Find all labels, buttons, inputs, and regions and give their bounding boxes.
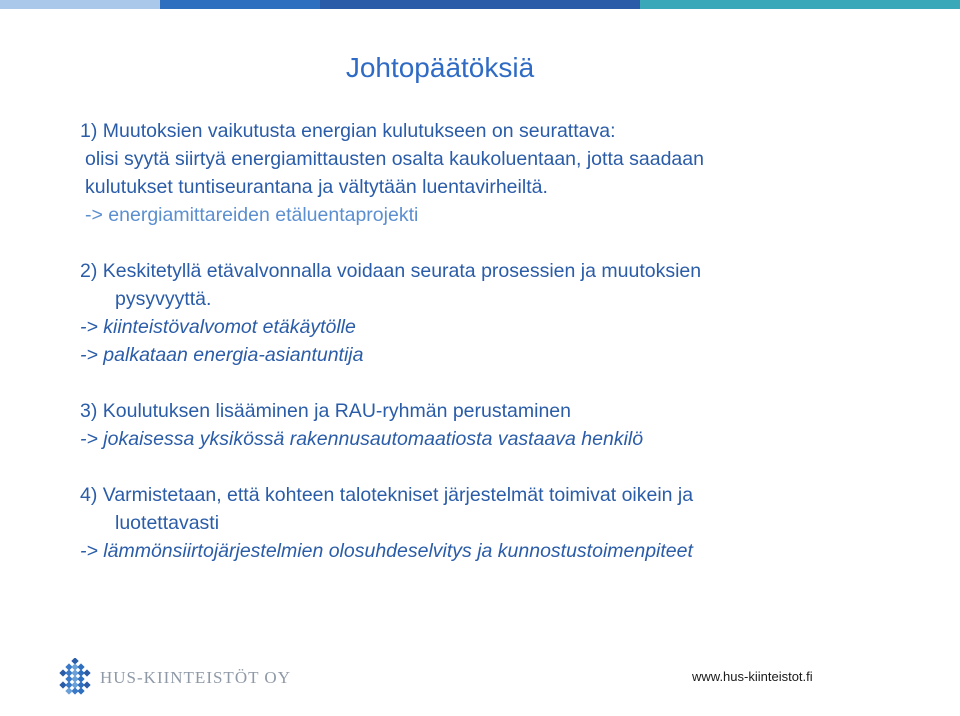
top-bar-segment (0, 0, 160, 9)
slide-body (80, 117, 880, 565)
website-url[interactable]: www.hus-kiinteistot.fi (692, 669, 813, 684)
paragraph-gap (80, 453, 880, 481)
body-text-line: 3) Koulutuksen lisääminen ja RAU-ryhmän perustaminen (80, 400, 571, 422)
company-logo (58, 658, 291, 696)
body-text-line: olisi syytä siirtyä energiamittausten osalta kaukoluentaan, jotta saadaan (85, 148, 704, 170)
slide-title-text: Johtopäätöksiä (345, 52, 535, 83)
body-text-line: luotettavasti (115, 512, 220, 534)
body-text-line: 2) Keskitetyllä etävalvonnalla voidaan seurata prosessien ja muutoksien (80, 260, 702, 282)
logo-dot (83, 669, 90, 676)
paragraph-gap (80, 229, 880, 257)
paragraph-gap (80, 369, 880, 397)
slide-title (0, 52, 880, 84)
body-text-line: kulutukset tuntiseurantana ja vältytään luentavirheiltä. (85, 176, 548, 198)
logo-dot (77, 687, 84, 694)
logo-text: HUS-KIINTEISTÖT OY (100, 668, 291, 687)
body-text-line: 1) Muutoksien vaikutusta energian kulutukseen on seurattava: (80, 120, 616, 142)
top-color-bar (0, 0, 960, 9)
body-text-line: -> palkataan energia-asiantuntija (80, 344, 364, 366)
body-text-line: -> energiamittareiden etäluentaprojekti (85, 204, 419, 226)
hus-cross-logo-icon (58, 658, 92, 696)
body-text-line: -> lämmönsiirtojärjestelmien olosuhdeselvitys ja kunnostustoimenpiteet (80, 540, 693, 562)
top-bar-segment (320, 0, 640, 9)
body-text-line: -> kiinteistövalvomot etäkäytölle (80, 316, 356, 338)
body-text-line: -> jokaisessa yksikössä rakennusautomaatiosta vastaava henkilö (80, 428, 644, 450)
top-bar-segment (160, 0, 320, 9)
logo-dot (83, 681, 90, 688)
top-bar-segment (640, 0, 960, 9)
logo-dot (65, 687, 72, 694)
body-text-line: 4) Varmistetaan, että kohteen talotekniset järjestelmät toimivat oikein ja (80, 484, 694, 506)
body-text-line: pysyvyyttä. (115, 288, 212, 310)
